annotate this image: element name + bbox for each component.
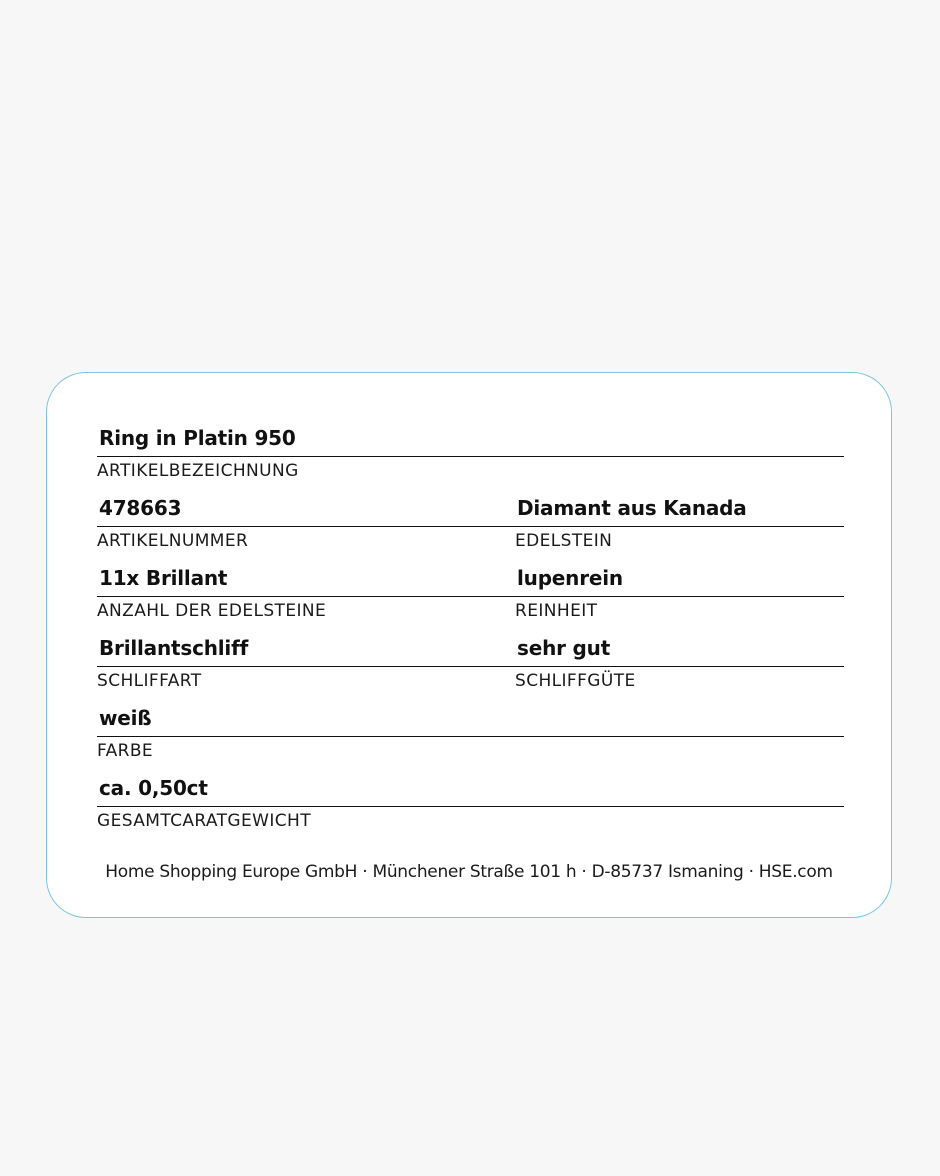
total-carat-label: GESAMTCARATGEWICHT — [97, 811, 311, 831]
divider — [97, 736, 844, 737]
field-cut-type — [97, 633, 515, 703]
divider — [515, 666, 844, 667]
color-value: weiß — [99, 706, 152, 730]
field-total-carat — [97, 773, 844, 843]
divider — [97, 596, 515, 597]
article-number-label: ARTIKELNUMMER — [97, 531, 249, 551]
clarity-value: lupenrein — [517, 566, 623, 590]
divider — [97, 526, 515, 527]
cut-type-value: Brillantschliff — [99, 636, 249, 660]
total-carat-value: ca. 0,50ct — [99, 776, 208, 800]
divider — [97, 806, 844, 807]
cut-type-label: SCHLIFFART — [97, 671, 202, 691]
cut-quality-label: SCHLIFFGÜTE — [515, 671, 636, 691]
article-name-label: ARTIKELBEZEICHNUNG — [97, 461, 299, 481]
field-color — [97, 703, 844, 773]
field-clarity — [515, 563, 844, 633]
divider — [97, 666, 515, 667]
cut-quality-value: sehr gut — [517, 636, 611, 660]
gemstone-label: EDELSTEIN — [515, 531, 613, 551]
field-stone-count — [97, 563, 515, 633]
stone-count-value: 11x Brillant — [99, 566, 228, 590]
company-footer: Home Shopping Europe GmbH · Münchener Straße 101 h · D-85737 Ismaning · HSE.com — [105, 862, 833, 882]
divider — [515, 526, 844, 527]
field-article-number — [97, 493, 515, 563]
field-cut-quality — [515, 633, 844, 703]
stone-count-label: ANZAHL DER EDELSTEINE — [97, 601, 327, 621]
divider — [515, 596, 844, 597]
article-number-value: 478663 — [99, 496, 182, 520]
color-label: FARBE — [97, 741, 154, 761]
field-article-name — [97, 423, 844, 493]
clarity-label: REINHEIT — [515, 601, 598, 621]
certificate-card — [46, 372, 892, 918]
gemstone-value: Diamant aus Kanada — [517, 496, 747, 520]
divider — [97, 456, 844, 457]
article-name-value: Ring in Platin 950 — [99, 426, 296, 450]
field-gemstone — [515, 493, 844, 563]
